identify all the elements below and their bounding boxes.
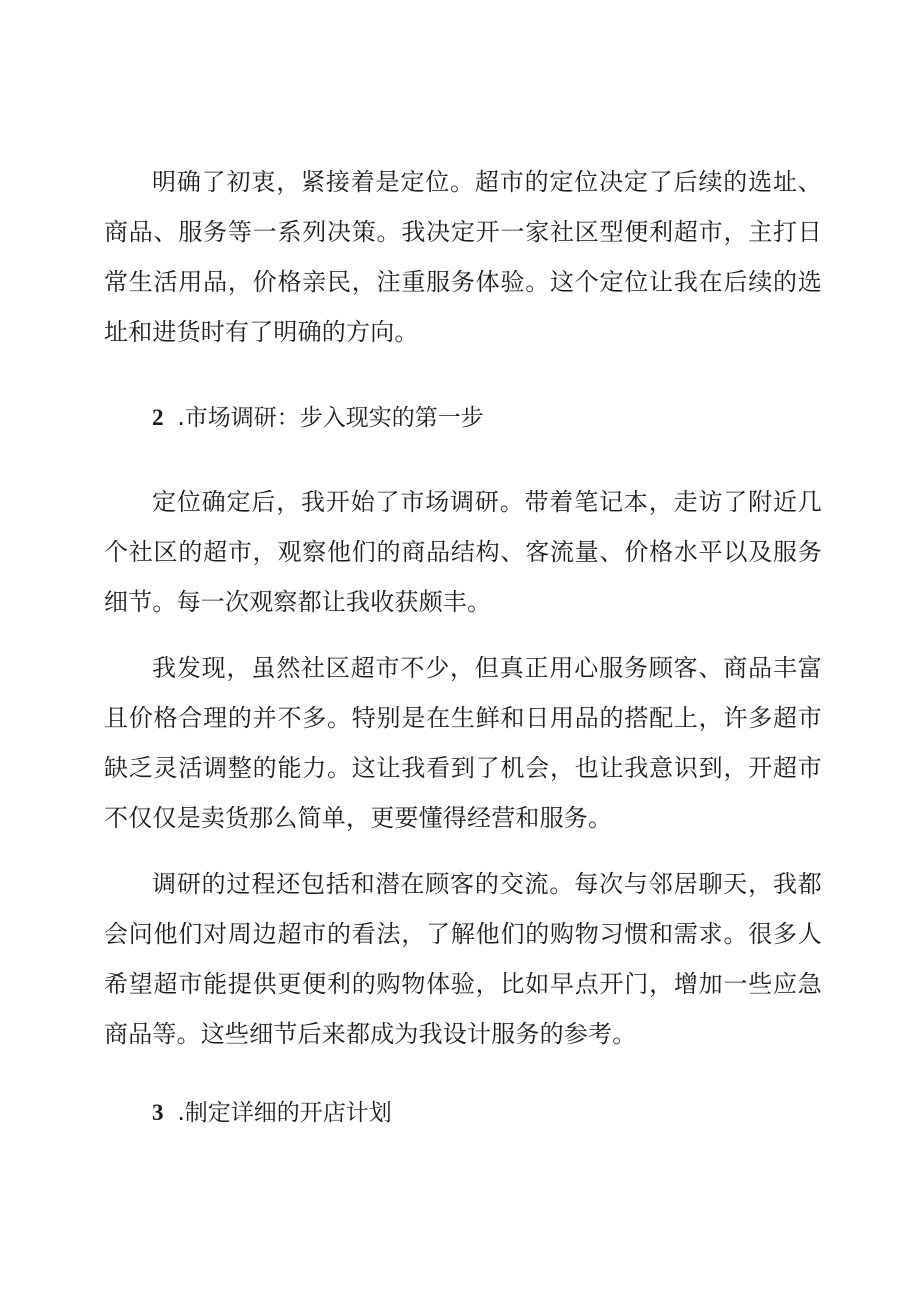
paragraph-customer-talks: 调研的过程还包括和潜在顾客的交流。每次与邻居聊天，我都会问他们对周边超市的看法，了解他们的购物习惯和需求。很多人希望超市能提供更便利的购物体验，比如早点开门，增加一些应急商品等。这些细节后来都成为我设计服务的参考。 [104,870,822,1048]
paragraph-findings: 我发现，虽然社区超市不少，但真正用心服务顾客、商品丰富且价格合理的并不多。特别是在生鲜和日用品的搭配上，许多超市缺乏灵活调整的能力。这让我看到了机会，也让我意识到，开超市不仅仅是卖货那么简单，更要懂得经营和服务。 [104,654,822,832]
section-heading-market-research [152,401,484,435]
section-number: 2 [152,405,164,430]
section-title: .制定详细的开店计划 [177,1100,392,1126]
paragraph-research-start: 定位确定后，我开始了市场调研。带着笔记本，走访了附近几个社区的超市，观察他们的商品结构、客流量、价格水平以及服务细节。每一次观察都让我收获颇丰。 [104,488,822,616]
section-title: .市场调研：步入现实的第一步 [177,405,484,431]
section-heading-store-plan [152,1096,392,1130]
section-number: 3 [152,1100,164,1125]
paragraph-positioning: 明确了初衷，紧接着是定位。超市的定位决定了后续的选址、商品、服务等一系列决策。我决定开一家社区型便利超市，主打日常生活用品，价格亲民，注重服务体验。这个定位让我在后续的选址和进货时有了明确的方向。 [104,168,822,346]
